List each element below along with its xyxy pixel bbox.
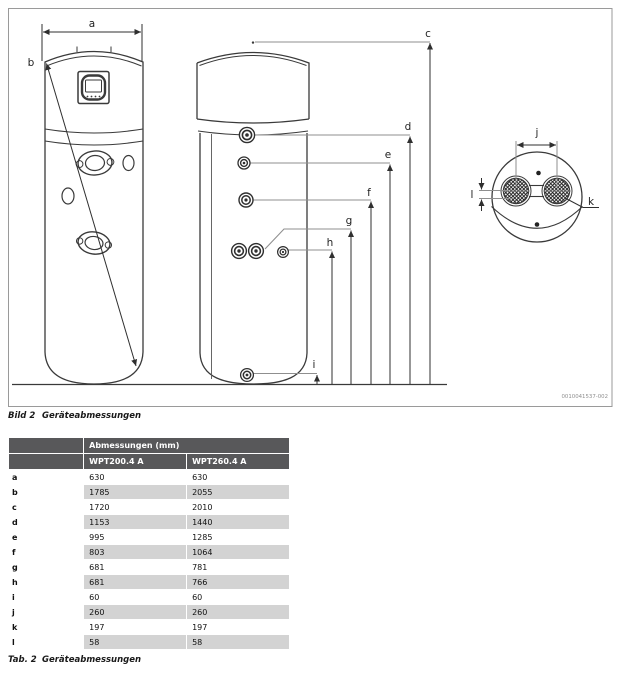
header-model-2: WPT260.4 A [187, 454, 290, 470]
dim-label-f: f [367, 187, 371, 199]
table-caption-text: Geräteabmessungen [42, 655, 142, 665]
table-caption-label: Tab. 2 [8, 655, 37, 665]
port-e [238, 157, 250, 169]
table-caption [8, 655, 141, 665]
table-row [9, 620, 290, 635]
table-header-models-row [9, 454, 290, 470]
dim-label-h: h [326, 237, 334, 249]
table-row [9, 485, 290, 500]
table-row [9, 560, 290, 575]
table-row [9, 530, 290, 545]
row-value: 2055 [187, 485, 290, 500]
row-key: b [9, 485, 84, 500]
dim-label-e: e [384, 149, 392, 161]
row-key: f [9, 545, 84, 560]
port-g1 [232, 244, 247, 259]
row-value: 766 [187, 575, 290, 590]
header-corner-cell [9, 438, 84, 454]
table-row [9, 515, 290, 530]
table-row [9, 605, 290, 620]
dim-label-i: i [312, 359, 316, 371]
header-corner-cell-2 [9, 454, 84, 470]
table-row [9, 545, 290, 560]
row-value: 60 [84, 590, 187, 605]
dim-label-j: j [535, 127, 539, 139]
row-value: 1720 [84, 500, 187, 515]
dim-label-l: l [470, 189, 474, 201]
port-g2 [249, 244, 264, 259]
port-h [278, 247, 289, 258]
row-value: 260 [187, 605, 290, 620]
row-value: 681 [84, 560, 187, 575]
row-key: j [9, 605, 84, 620]
row-value: 1153 [84, 515, 187, 530]
row-value: 995 [84, 530, 187, 545]
dim-label-d: d [404, 121, 412, 133]
row-value: 681 [84, 575, 187, 590]
dim-label-g: g [345, 215, 353, 227]
row-value: 58 [84, 635, 187, 650]
row-value: 1285 [187, 530, 290, 545]
row-key: i [9, 590, 84, 605]
row-value: 60 [187, 590, 290, 605]
row-value: 2010 [187, 500, 290, 515]
table-row [9, 635, 290, 650]
row-value: 630 [84, 470, 187, 485]
row-value: 1064 [187, 545, 290, 560]
table-row [9, 470, 290, 485]
document-number: 0010041537-002 [561, 394, 608, 400]
row-value: 260 [84, 605, 187, 620]
dimensions-table [8, 437, 290, 650]
row-value: 197 [84, 620, 187, 635]
figure-caption [8, 411, 141, 421]
row-value: 803 [84, 545, 187, 560]
figure-frame [9, 9, 613, 407]
dim-label-k: k [587, 196, 595, 208]
row-value: 58 [187, 635, 290, 650]
port-f [239, 193, 253, 207]
row-value: 197 [187, 620, 290, 635]
dim-label-a: a [88, 18, 96, 30]
port-i [241, 369, 254, 382]
dim-label-c: c [425, 28, 431, 40]
row-key: a [9, 470, 84, 485]
figure-caption-text: Geräteabmessungen [42, 411, 142, 421]
row-key: c [9, 500, 84, 515]
header-model-1: WPT200.4 A [84, 454, 187, 470]
table-row [9, 500, 290, 515]
row-key: l [9, 635, 84, 650]
header-group-cell: Abmessungen (mm) [84, 438, 290, 454]
table-row [9, 575, 290, 590]
row-key: k [9, 620, 84, 635]
row-value: 630 [187, 470, 290, 485]
row-key: e [9, 530, 84, 545]
table-row [9, 590, 290, 605]
row-key: d [9, 515, 84, 530]
table-header-group-row [9, 438, 290, 454]
row-key: h [9, 575, 84, 590]
dim-label-b: b [27, 57, 35, 69]
row-value: 1440 [187, 515, 290, 530]
figure-caption-label: Bild 2 [8, 411, 36, 421]
row-value: 781 [187, 560, 290, 575]
row-value: 1785 [84, 485, 187, 500]
port-d [239, 127, 254, 142]
row-key: g [9, 560, 84, 575]
